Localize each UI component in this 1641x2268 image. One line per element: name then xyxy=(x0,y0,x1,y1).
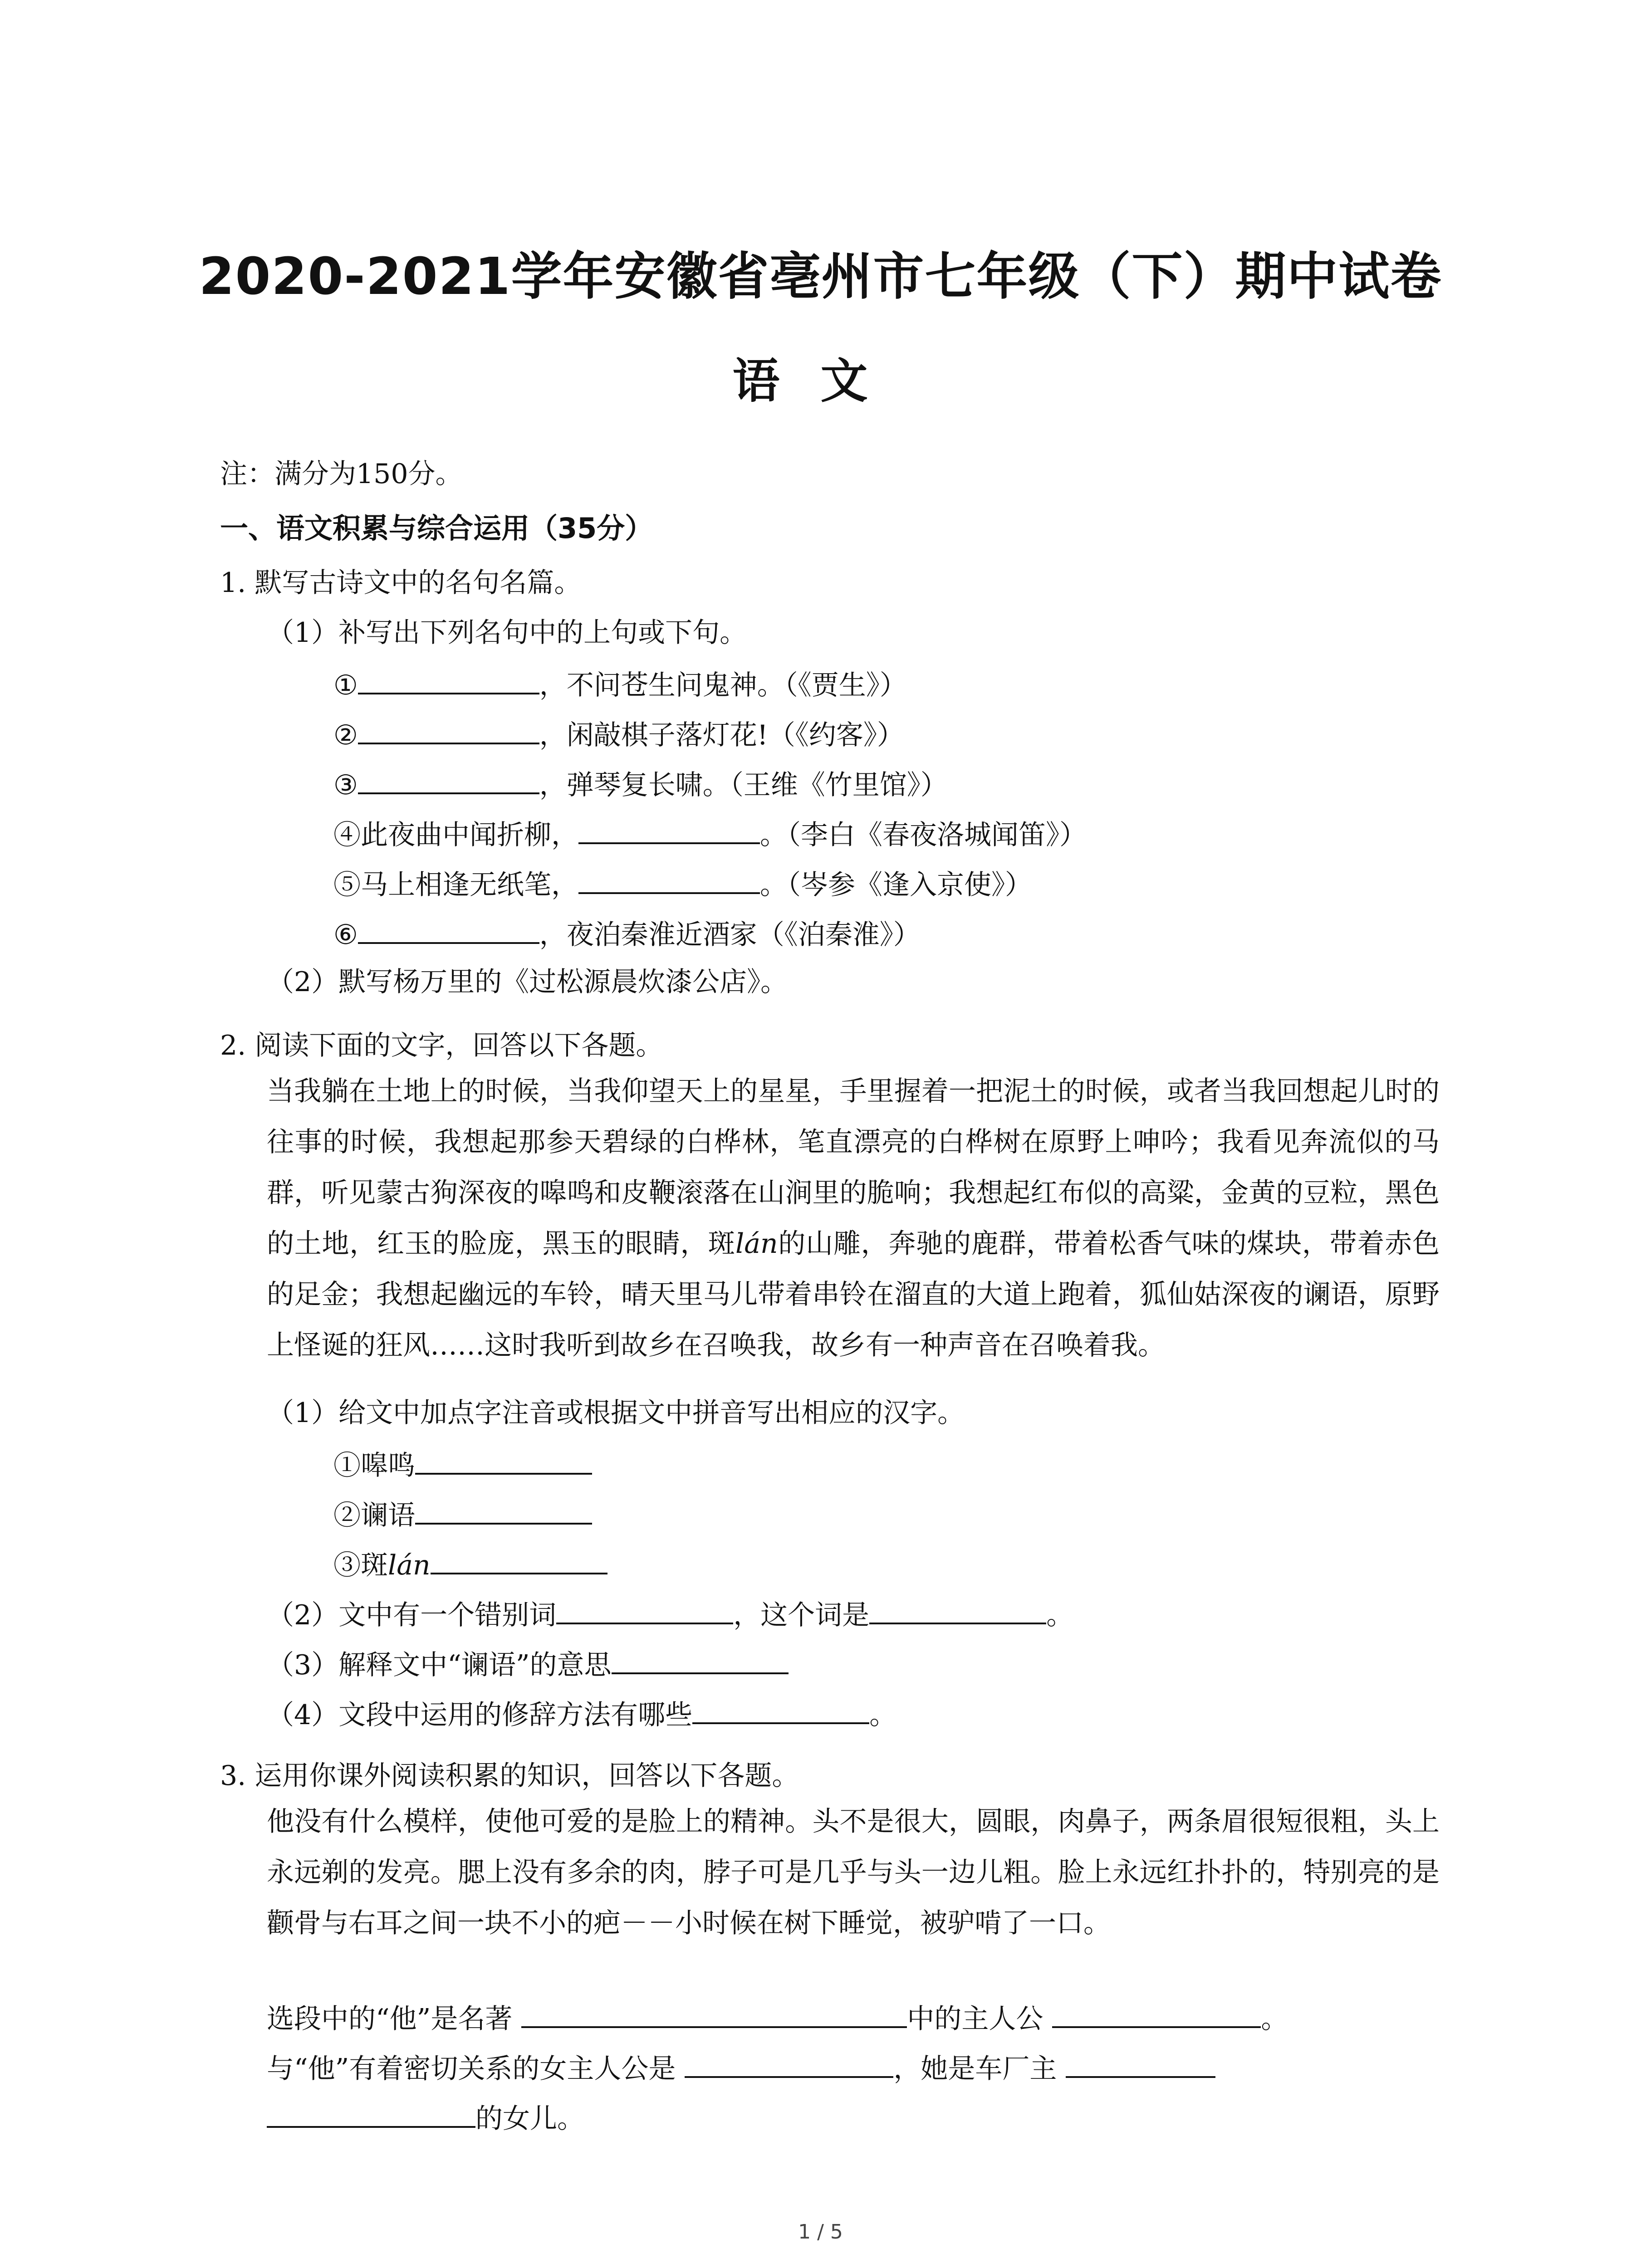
question-2-sub1: （1）给文中加点字注音或根据文中拼音写出相应的汉字。 xyxy=(267,1397,965,1429)
question-3-line-1 xyxy=(267,1998,1288,2037)
item-text: ④此夜曲中闻折柳， xyxy=(333,819,578,851)
answer-blank[interactable] xyxy=(1066,2048,1215,2078)
answer-blank[interactable] xyxy=(685,2048,893,2078)
item-text: 与“他”有着密切关系的女主人公是 xyxy=(267,2053,676,2085)
item-text: ②谰语 xyxy=(333,1500,415,1531)
section-heading: 一、语文积累与综合运用（35分） xyxy=(220,512,653,545)
passage-pinyin: lán xyxy=(735,1228,778,1260)
answer-blank[interactable] xyxy=(521,1998,907,2028)
item-text: ，她是车厂主 xyxy=(893,2053,1057,2085)
item-text: 。（李白《春夜洛城闻笛》） xyxy=(760,819,1087,851)
question-1-sub2: （2）默写杨万里的《过松源晨炊漆公店》。 xyxy=(267,966,788,998)
passage-text: 当我躺在土地上的时候，当我仰望天上的星星，手里握着一把泥土的时候，或者当我回想起儿时的往事的时候，我想起那参天碧绿的白桦林，笔直漂亮的白桦树在原野上呻吟；我看见奔流似的马群，听见蒙古狗深夜的嗥鸣和皮鞭滚落在山涧里的脆响；我想起红布似的高粱，金黄的豆粒，黑色的土地，红玉的脸庞，黑玉的眼睛，斑 xyxy=(267,1075,1440,1260)
q1-item-4 xyxy=(333,814,1087,853)
answer-blank[interactable] xyxy=(267,2098,475,2128)
q2-item-3 xyxy=(333,1545,607,1584)
item-text: ，弹琴复长啸。（王维《竹里馆》） xyxy=(539,769,948,801)
item-text: ，不问苍生问鬼神。（《贾生》） xyxy=(539,670,907,701)
answer-blank[interactable] xyxy=(358,665,539,694)
item-prefix: ② xyxy=(333,719,358,751)
item-text: 选段中的“他”是名著 xyxy=(267,2003,513,2035)
answer-blank[interactable] xyxy=(1052,1998,1261,2028)
exam-title: 2020-2021学年安徽省亳州市七年级（下）期中试卷 xyxy=(199,247,1442,306)
answer-blank[interactable] xyxy=(869,1594,1046,1624)
item-text: ，闲敲棋子落灯花!（《约客》） xyxy=(539,719,904,751)
q2-item-1 xyxy=(333,1445,592,1484)
score-note: 注：满分为150分。 xyxy=(220,458,463,490)
answer-blank[interactable] xyxy=(358,764,539,794)
item-text: （3）解释文中“谰语”的意思 xyxy=(267,1649,612,1681)
item-text: ，夜泊秦淮近酒家（《泊秦淮》） xyxy=(539,919,921,951)
question-1-stem: 1. 默写古诗文中的名句名篇。 xyxy=(220,567,582,599)
answer-blank[interactable] xyxy=(431,1545,607,1574)
item-text: 的女儿。 xyxy=(475,2103,584,2135)
question-3-line-3 xyxy=(267,2098,584,2137)
item-text: ③斑 xyxy=(333,1549,388,1581)
question-2-sub2 xyxy=(267,1594,1073,1633)
item-text: 。 xyxy=(869,1699,897,1731)
q1-item-5 xyxy=(333,864,1032,903)
item-text: 。 xyxy=(1261,2003,1288,2035)
question-2-sub4 xyxy=(267,1694,896,1733)
item-prefix: ⑥ xyxy=(333,919,358,951)
item-text: 。 xyxy=(1046,1599,1074,1631)
novel-excerpt: 他没有什么模样，使他可爱的是脸上的精神。头不是很大，圆眼，肉鼻子，两条眉很短很粗，头上永远剃的发亮。腮上没有多余的肉，脖子可是几乎与头一边儿粗。脸上永远红扑扑的，特别亮的是颧骨与右耳之间一块不小的疤－－小时候在树下睡觉，被驴啃了一口。 xyxy=(267,1806,1440,1939)
q1-item-3 xyxy=(333,764,948,803)
q2-item-2 xyxy=(333,1495,592,1534)
question-1-sub1: （1）补写出下列名句中的上句或下句。 xyxy=(267,617,747,649)
reading-passage xyxy=(267,1066,1440,1371)
item-text: ⑤马上相逢无纸笔， xyxy=(333,869,578,901)
item-prefix: ③ xyxy=(333,769,358,801)
item-text: 中的主人公 xyxy=(907,2003,1043,2035)
q1-item-2 xyxy=(333,714,904,753)
answer-blank[interactable] xyxy=(556,1594,733,1624)
answer-blank[interactable] xyxy=(358,714,539,744)
item-text: 。（岑参《逢入京使》） xyxy=(760,869,1032,901)
question-3-stem: 3. 运用你课外阅读积累的知识，回答以下各题。 xyxy=(220,1760,799,1792)
answer-blank[interactable] xyxy=(415,1495,592,1525)
item-text: （4）文段中运用的修辞方法有哪些 xyxy=(267,1699,693,1731)
item-pinyin: lán xyxy=(388,1549,431,1581)
item-text: ①嗥鸣 xyxy=(333,1450,415,1481)
answer-blank[interactable] xyxy=(692,1694,869,1724)
passage-text: 的山雕，奔驰的鹿群，带着松香气味的煤块，带着赤色的足金；我想起幽远的车铃，晴天里马儿带着串铃在溜直的大道上跑着，狐仙姑深夜的谰语，原野上怪诞的狂风……这时我听到故乡在召唤我，故乡有一种声音在召唤着我。 xyxy=(267,1228,1440,1361)
q1-item-6 xyxy=(333,914,921,953)
question-2-stem: 2. 阅读下面的文字，回答以下各题。 xyxy=(220,1030,663,1061)
q1-item-1 xyxy=(333,665,907,704)
answer-blank[interactable] xyxy=(578,864,760,894)
question-2-sub3 xyxy=(267,1644,789,1683)
item-text: ，这个词是 xyxy=(733,1599,870,1631)
exam-subject: 语文 xyxy=(732,353,909,409)
answer-blank[interactable] xyxy=(415,1445,592,1475)
answer-blank[interactable] xyxy=(612,1644,789,1674)
answer-blank[interactable] xyxy=(358,914,539,944)
question-3-line-2 xyxy=(267,2048,1215,2087)
page-number: 1 / 5 xyxy=(798,2220,843,2244)
item-prefix: ① xyxy=(333,670,358,701)
item-text: （2）文中有一个错别词 xyxy=(267,1599,557,1631)
answer-blank[interactable] xyxy=(578,814,760,844)
